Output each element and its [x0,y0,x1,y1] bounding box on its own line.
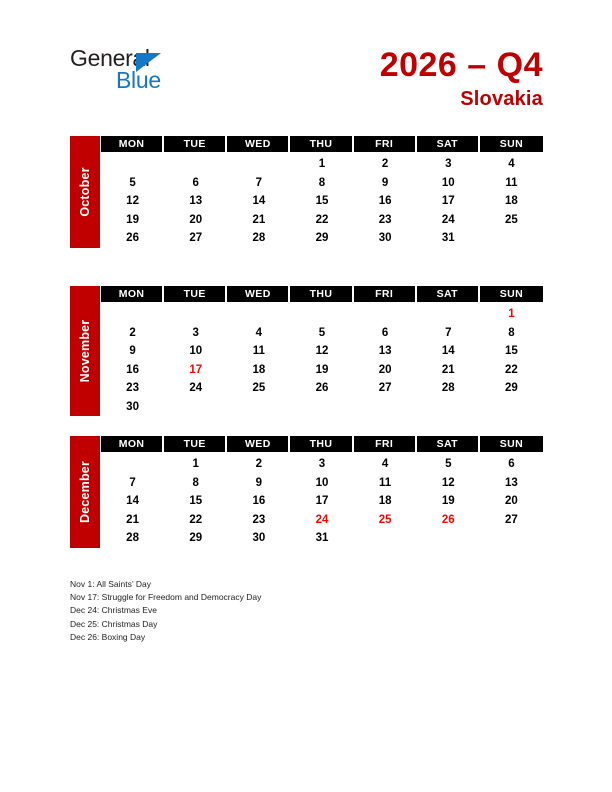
calendar-day-cell[interactable]: 6 [354,324,417,343]
calendar-day-cell[interactable]: 22 [290,211,353,230]
calendar-day-cell[interactable]: 14 [227,192,290,211]
calendar-day-cell[interactable]: 4 [480,152,543,174]
calendar-empty-cell [164,152,227,174]
calendar-day-cell[interactable]: 30 [354,229,417,248]
calendar-day-cell[interactable]: 12 [101,192,164,211]
calendar-day-cell[interactable]: 10 [417,174,480,193]
calendar-day-cell[interactable]: 24 [290,511,353,530]
calendar-day-cell[interactable]: 13 [480,474,543,493]
calendar-day-cell[interactable]: 10 [164,342,227,361]
calendar-day-cell[interactable]: 2 [227,452,290,474]
calendar-day-cell[interactable]: 25 [354,511,417,530]
calendar-day-cell[interactable]: 17 [164,361,227,380]
calendar-week-row [101,511,543,530]
calendar-day-cell[interactable]: 5 [290,324,353,343]
calendar-day-cell[interactable]: 6 [164,174,227,193]
calendar-week-row [101,398,543,417]
calendar-empty-cell [227,152,290,174]
weekday-header-thu: THU [290,136,353,152]
calendar-week-row [101,379,543,398]
calendar-empty-cell [480,229,543,248]
month-grid-november [101,286,543,416]
calendar-empty-cell [417,398,480,417]
month-grid-october [101,136,543,248]
weekday-header-sun: SUN [480,286,543,302]
calendar-day-cell[interactable]: 20 [480,492,543,511]
weekday-header-row [101,436,543,452]
calendar-day-cell[interactable]: 10 [290,474,353,493]
calendar-day-cell[interactable]: 3 [164,324,227,343]
calendar-day-cell[interactable]: 29 [290,229,353,248]
weekday-header-wed: WED [227,436,290,452]
calendar-empty-cell [354,302,417,324]
calendar-day-cell[interactable]: 16 [227,492,290,511]
calendar-empty-cell [164,302,227,324]
weekday-header-sat: SAT [417,286,480,302]
weekday-header-tue: TUE [164,136,227,152]
calendar-day-cell[interactable]: 17 [290,492,353,511]
calendar-empty-cell [354,398,417,417]
month-grid-december [101,436,543,548]
calendar-day-cell[interactable]: 28 [417,379,480,398]
calendar-day-cell[interactable]: 9 [354,174,417,193]
calendar-week-row [101,361,543,380]
calendar-body [101,152,543,248]
calendar-day-cell[interactable]: 20 [164,211,227,230]
weekday-header-fri: FRI [354,286,417,302]
calendar-day-cell[interactable]: 26 [417,511,480,530]
calendar-day-cell[interactable]: 14 [101,492,164,511]
calendar-week-row [101,324,543,343]
weekday-header-mon: MON [101,436,164,452]
calendar-day-cell[interactable]: 27 [480,511,543,530]
weekday-header-fri: FRI [354,136,417,152]
calendar-week-row [101,192,543,211]
calendar-body [101,302,543,416]
calendar-empty-cell [417,302,480,324]
weekday-header-wed: WED [227,286,290,302]
calendar-day-cell[interactable]: 1 [480,302,543,324]
calendar-day-cell[interactable]: 9 [101,342,164,361]
weekday-header-sat: SAT [417,436,480,452]
calendar-day-cell[interactable]: 6 [480,452,543,474]
calendar-day-cell[interactable]: 12 [417,474,480,493]
calendar-day-cell[interactable]: 2 [354,152,417,174]
calendar-day-cell[interactable]: 13 [354,342,417,361]
calendar-day-cell[interactable]: 11 [227,342,290,361]
calendar-table-december [101,436,543,548]
calendar-day-cell[interactable]: 4 [354,452,417,474]
title-block [380,48,543,111]
calendar-day-cell[interactable]: 23 [354,211,417,230]
calendar-day-cell[interactable]: 15 [164,492,227,511]
calendar-day-cell[interactable]: 7 [101,474,164,493]
calendar-day-cell[interactable]: 1 [290,152,353,174]
calendar-day-cell[interactable]: 18 [354,492,417,511]
weekday-header-fri: FRI [354,436,417,452]
calendar-day-cell[interactable]: 8 [164,474,227,493]
calendar-day-cell[interactable]: 13 [164,192,227,211]
calendar-day-cell[interactable]: 23 [227,511,290,530]
calendar-day-cell[interactable]: 21 [417,361,480,380]
calendar-day-cell[interactable]: 28 [101,529,164,548]
calendar-day-cell[interactable]: 17 [417,192,480,211]
weekday-header-mon: MON [101,286,164,302]
calendar-day-cell[interactable]: 26 [290,379,353,398]
calendar-day-cell[interactable]: 8 [480,324,543,343]
calendar-body [101,452,543,548]
calendar-day-cell[interactable]: 7 [417,324,480,343]
calendar-day-cell[interactable]: 29 [164,529,227,548]
weekday-header-tue: TUE [164,286,227,302]
weekday-header-mon: MON [101,136,164,152]
weekday-header-sun: SUN [480,136,543,152]
calendar-day-cell[interactable]: 14 [417,342,480,361]
logo-text-blue: Blue [116,67,161,93]
calendar-week-row [101,211,543,230]
page-header [0,0,612,130]
calendar-day-cell[interactable]: 11 [480,174,543,193]
month-label-bar-november [70,286,100,416]
calendar-day-cell[interactable]: 27 [354,379,417,398]
calendar-day-cell[interactable]: 3 [290,452,353,474]
legend-item: Dec 24: Christmas Eve [70,605,157,616]
calendar-week-row [101,452,543,474]
weekday-header-sat: SAT [417,136,480,152]
calendar-day-cell[interactable]: 23 [101,379,164,398]
calendar-empty-cell [417,529,480,548]
calendar-day-cell[interactable]: 25 [480,211,543,230]
legend-item: Nov 1: All Saints’ Day [70,579,151,589]
calendar-day-cell[interactable]: 19 [417,492,480,511]
calendar-empty-cell [480,398,543,417]
calendar-day-cell[interactable]: 29 [480,379,543,398]
calendar-week-row [101,229,543,248]
generalblue-logo[interactable] [70,47,250,99]
calendar-empty-cell [227,398,290,417]
weekday-header-thu: THU [290,286,353,302]
calendar-day-cell[interactable]: 31 [417,229,480,248]
calendar-day-cell[interactable]: 31 [290,529,353,548]
month-label-bar-october [70,136,100,248]
calendar-week-row [101,302,543,324]
calendar-empty-cell [480,529,543,548]
calendar-day-cell[interactable]: 21 [101,511,164,530]
calendar-day-cell[interactable]: 19 [101,211,164,230]
month-label-text: December [78,460,92,524]
calendar-day-cell[interactable]: 1 [164,452,227,474]
calendar-day-cell[interactable]: 16 [101,361,164,380]
calendar-day-cell[interactable]: 21 [227,211,290,230]
weekday-header-thu: THU [290,436,353,452]
calendar-day-cell[interactable]: 30 [101,398,164,417]
weekday-header-row [101,286,543,302]
calendar-day-cell[interactable]: 24 [417,211,480,230]
calendar-day-cell[interactable]: 16 [354,192,417,211]
calendar-week-row [101,342,543,361]
calendar-day-cell[interactable]: 11 [354,474,417,493]
calendar-day-cell[interactable]: 25 [227,379,290,398]
calendar-day-cell[interactable]: 26 [101,229,164,248]
calendar-day-cell[interactable]: 30 [227,529,290,548]
weekday-header-tue: TUE [164,436,227,452]
calendar-week-row [101,174,543,193]
calendar-day-cell[interactable]: 27 [164,229,227,248]
calendar-day-cell[interactable]: 15 [480,342,543,361]
calendar-day-cell[interactable]: 18 [480,192,543,211]
month-label-text: October [78,167,92,217]
calendar-day-cell[interactable]: 7 [227,174,290,193]
legend-item: Dec 26: Boxing Day [70,631,146,642]
legend-item: Nov 17: Struggle for Freedom and Democracy Day [70,592,262,603]
calendar-empty-cell [227,302,290,324]
calendar-week-row [101,492,543,511]
calendar-day-cell[interactable]: 19 [290,361,353,380]
calendar-day-cell[interactable]: 2 [101,324,164,343]
calendar-day-cell[interactable]: 4 [227,324,290,343]
calendar-day-cell[interactable]: 24 [164,379,227,398]
weekday-header-sun: SUN [480,436,543,452]
calendar-empty-cell [354,529,417,548]
calendar-week-row [101,529,543,548]
calendar-empty-cell [101,302,164,324]
calendar-day-cell[interactable]: 15 [290,192,353,211]
calendar-day-cell[interactable]: 5 [101,174,164,193]
calendar-week-row [101,474,543,493]
calendar-week-row [101,152,543,174]
calendar-empty-cell [164,398,227,417]
calendar-day-cell[interactable]: 22 [480,361,543,380]
country-subtitle: Slovakia [460,87,543,110]
page-title: 2026 – Q4 [379,46,543,84]
calendar-day-cell[interactable]: 12 [290,342,353,361]
calendar-empty-cell [290,302,353,324]
calendar-day-cell[interactable]: 20 [354,361,417,380]
calendar-table-october [101,136,543,248]
logo-text-general: General [70,45,150,71]
calendar-day-cell[interactable]: 5 [417,452,480,474]
month-label-text: November [78,319,92,383]
calendar-table-november [101,286,543,416]
calendar-day-cell[interactable]: 9 [227,474,290,493]
calendar-empty-cell [101,452,164,474]
month-label-bar-december [70,436,100,548]
legend-item: Dec 25: Christmas Day [70,618,158,629]
calendar-day-cell[interactable]: 22 [164,511,227,530]
calendar-empty-cell [290,398,353,417]
weekday-header-row [101,136,543,152]
calendar-day-cell[interactable]: 3 [417,152,480,174]
weekday-header-wed: WED [227,136,290,152]
calendar-day-cell[interactable]: 18 [227,361,290,380]
calendar-empty-cell [101,152,164,174]
calendar-day-cell[interactable]: 28 [227,229,290,248]
calendar-day-cell[interactable]: 8 [290,174,353,193]
holiday-legend [70,578,490,644]
